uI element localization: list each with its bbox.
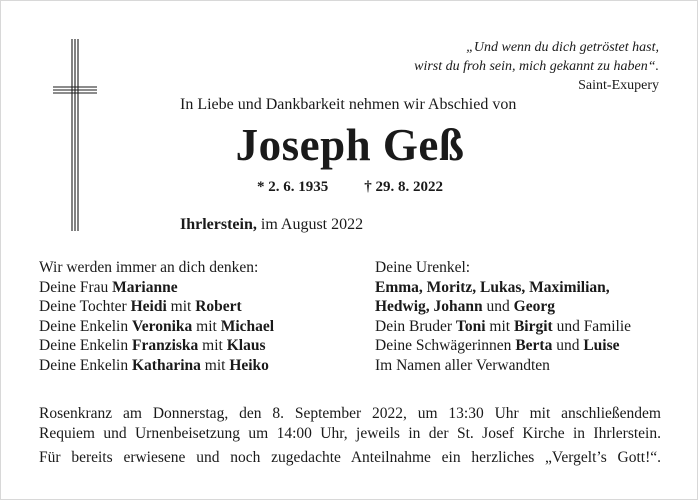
place-date: im August 2022 <box>260 216 364 233</box>
quote-line-1: „Und wenn du dich getröstet hast, <box>466 40 659 55</box>
intro-text: In Liebe und Dankbarkeit nehmen wir Abschied von <box>180 96 517 113</box>
left-heading: Wir werden immer an dich denken: <box>39 259 259 276</box>
epigraph-quote <box>359 38 659 95</box>
mourner-line: Hedwig, Johann und Georg <box>375 298 555 315</box>
mourner-line: Deine Tochter Heidi mit Robert <box>39 298 242 315</box>
mourner-line: Deine Enkelin Veronika mit Michael <box>39 317 275 335</box>
mourners-left-column <box>39 258 274 375</box>
mourners-right-column <box>375 258 631 375</box>
mourner-line: Deine Enkelin Katharina mit Heiko <box>39 356 269 374</box>
birth-date: * 2. 6. 1935 <box>257 179 329 195</box>
mourner-line: Deine Enkelin Franziska mit Klaus <box>39 337 266 354</box>
thanks-line: Für bereits erwiesene und noch zugedachte Anteilnahme ein herzliches „Vergelt’s Gott!“. <box>39 449 661 466</box>
service-line-1: Rosenkranz am Donnerstag, den 8. September 2022, um 13:30 Uhr mit anschließendem <box>39 405 661 422</box>
place-town: Ihrlerstein, <box>180 216 257 233</box>
deceased-name: Joseph Geß <box>235 120 465 170</box>
service-info <box>39 404 661 468</box>
service-line-2: Requiem und Urnenbeisetzung um 14:00 Uhr, jeweils in der St. Josef Kirche in Ihrlerstein. <box>39 425 661 442</box>
mourner-line: Deine Schwägerinnen Berta und Luise <box>375 337 620 354</box>
place-and-date <box>180 216 363 234</box>
mourner-line: Im Namen aller Verwandten <box>375 356 550 374</box>
mourner-line: Dein Bruder Toni mit Birgit und Familie <box>375 317 632 335</box>
mourner-line: Emma, Moritz, Lukas, Maximilian, <box>375 278 610 296</box>
quote-line-2: wirst du froh sein, mich gekannt zu haben“. <box>414 59 659 74</box>
life-dates <box>1 179 698 196</box>
death-date: † 29. 8. 2022 <box>364 179 443 195</box>
quote-author: Saint-Exupery <box>578 78 659 93</box>
mourner-line: Deine Frau Marianne <box>39 278 178 296</box>
right-heading: Deine Urenkel: <box>375 259 471 276</box>
